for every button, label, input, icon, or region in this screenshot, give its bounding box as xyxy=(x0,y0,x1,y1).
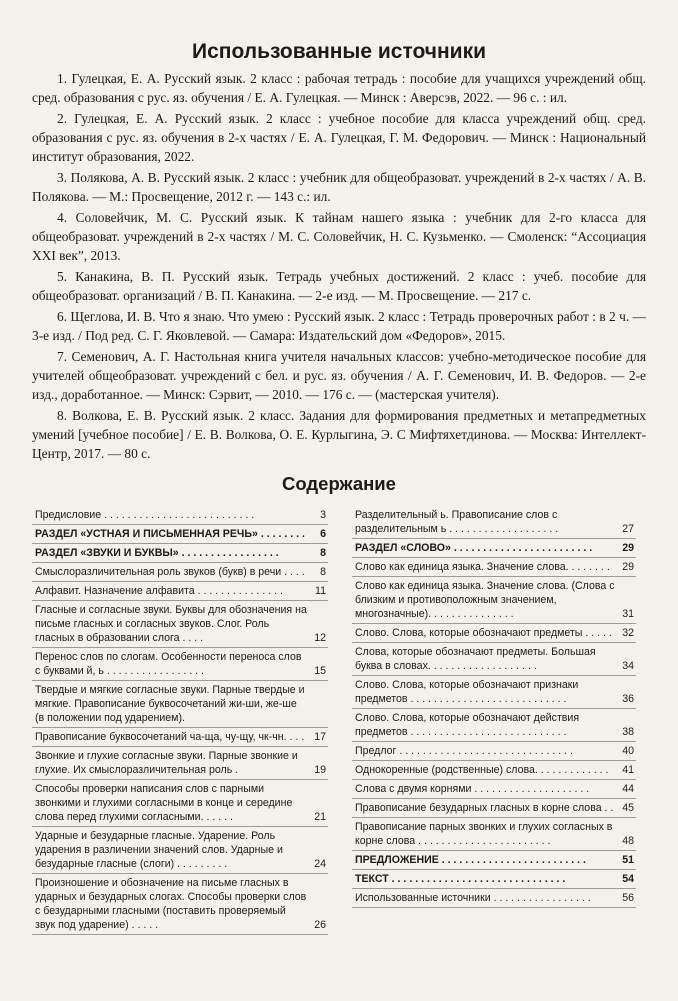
toc-entry-page: 48 xyxy=(622,835,634,847)
toc-entry-page: 44 xyxy=(622,783,634,795)
toc-entry-title: ПРЕДЛОЖЕНИЕ . . . . . . . . . . . . . . . . . . . . . . . . . xyxy=(355,854,586,866)
source-item: 3. Полякова, А. В. Русский язык. 2 класс : учебник для общеобразоват. учреждений в 2-х частях / А. В. Полякова. — М.: Просвещение, 2012 г. — 143 с.: ил. xyxy=(32,170,646,204)
toc-entry-page: 21 xyxy=(314,811,326,823)
toc-entry-page: 26 xyxy=(314,919,326,931)
source-item: 8. Волкова, Е. В. Русский язык. 2 класс. Задания для формирования предметных и метапредметных умений [учебное пособие] / Е. В. Волкова, О. Е. Курлыгина, Э. С Мифтяхетдинова. — Москва: Интеллект-Центр, 2017. — 80 с. xyxy=(32,408,646,461)
toc-entry-title: Способы проверки написания слов с парными звонкими и глухими согласными в конце и середине слова перед глухими согласными. . . . . . xyxy=(35,783,293,823)
toc-entry-page: 54 xyxy=(622,873,634,885)
toc-entry-title: Гласные и согласные звуки. Буквы для обозначения на письме гласных и согласных звуков. Слог. Роль гласных в образовании слога . . . . xyxy=(35,604,307,644)
toc-entry-page: 6 xyxy=(320,528,326,540)
toc-entry-page: 45 xyxy=(622,802,634,814)
toc-entry xyxy=(352,851,636,870)
toc-entry-title: Правописание буквосочетаний ча-ща, чу-щу, чк-чн. . . . xyxy=(35,731,305,743)
toc-entry-page: 40 xyxy=(622,745,634,757)
contents-title: Содержание xyxy=(282,473,396,494)
toc-entry-page: 31 xyxy=(622,608,634,620)
toc-entry-page: 15 xyxy=(314,665,326,677)
source-item: 6. Щеглова, И. В. Что я знаю. Что умею : Русский язык. 2 класс : Тетрадь проверочных работ : в 2 ч. — 3-е изд. / Под ред. С. Г. Яковлевой. — Самара: Издательский дом «Федоров», 2015. xyxy=(32,309,646,343)
toc-right-column xyxy=(352,506,636,908)
toc-entry-page: 36 xyxy=(622,693,634,705)
toc-entry-title: Перенос слов по слогам. Особенности переноса слов с буквами й, ь . . . . . . . . . . . . . . . . . xyxy=(35,651,302,677)
toc-entry-title: Алфавит. Назначение алфавита . . . . . . . . . . . . . . . xyxy=(35,585,283,597)
sources-list xyxy=(32,69,646,465)
toc-entry-title: Звонкие и глухие согласные звуки. Парные звонкие и глухие. Их смыслоразличительная роль . xyxy=(35,750,298,776)
toc-entry xyxy=(32,525,328,544)
toc-entry-title: РАЗДЕЛ «ЗВУКИ И БУКВЫ» . . . . . . . . . . . . . . . . . xyxy=(35,547,279,559)
toc-entry-title: Правописание безударных гласных в корне слова . . xyxy=(355,802,614,814)
toc-entry-page: 8 xyxy=(320,547,326,559)
toc-entry-title: Предлог . . . . . . . . . . . . . . . . . . . . . . . . . . . . . . xyxy=(355,745,573,757)
toc-entry-title: Слово. Слова, которые обозначают признаки предметов . . . . . . . . . . . . . . . . . . . . . . . . . . . xyxy=(355,679,579,705)
toc-entry-title: Произношение и обозначение на письме гласных в ударных и безударных слогах. Способы проверки слов с безударными гласными (поставить проверяемый звук под ударение) . . . . . xyxy=(35,877,307,931)
toc-entry-page: 19 xyxy=(314,764,326,776)
toc-left-column xyxy=(32,506,328,935)
toc-entry-page: 41 xyxy=(622,764,634,776)
toc-entry-title: Слова, которые обозначают предметы. Большая буква в словах. . . . . . . . . . . . . . . . . . . xyxy=(355,646,596,672)
sources-title: Использованные источники xyxy=(192,40,486,63)
toc-entry-title: Однокоренные (родственные) слова. . . . . . . . . . . . . xyxy=(355,764,609,776)
toc-entry-page: 32 xyxy=(622,627,634,639)
toc-entry-title: Предисловие . . . . . . . . . . . . . . . . . . . . . . . . . . xyxy=(35,509,255,521)
toc-entry xyxy=(352,799,636,818)
toc-entry xyxy=(32,780,328,827)
toc-entry-title: Слово как единица языка. Значение слова. (Слова с близким и противоположным значением, многозначные). . . . . . . . . . . . . . . xyxy=(355,580,615,620)
toc-entry-title: ТЕКСТ . . . . . . . . . . . . . . . . . . . . . . . . . . . . . . xyxy=(355,873,566,885)
toc-entry-page: 17 xyxy=(314,731,326,743)
toc-entry xyxy=(32,648,328,681)
toc-entry-page: 3 xyxy=(320,509,326,521)
toc-entry-page: 34 xyxy=(622,660,634,672)
toc-entry-title: Ударные и безударные гласные. Ударение. Роль ударения в различении значений слов. Ударные и безударные гласные (слоги) . . . . . . . . . xyxy=(35,830,283,870)
toc-entry-title: РАЗДЕЛ «СЛОВО» . . . . . . . . . . . . . . . . . . . . . . . . xyxy=(355,542,593,554)
toc-entry-title: Разделительный ь. Правописание слов с разделительным ь . . . . . . . . . . . . . . . . . . . xyxy=(355,509,559,535)
toc-entry xyxy=(352,643,636,676)
toc-entry xyxy=(352,761,636,780)
toc-entry xyxy=(32,601,328,648)
toc-entry-title: РАЗДЕЛ «УСТНАЯ И ПИСЬМЕННАЯ РЕЧЬ» . . . . . . . . xyxy=(35,528,305,540)
toc-entry-title: Использованные источники . . . . . . . . . . . . . . . . . xyxy=(355,892,591,904)
toc-entry xyxy=(352,676,636,709)
source-item: 4. Соловейчик, М. С. Русский язык. К тайнам нашего языка : учебник для 2-го класса для общеобразоват. учреждений в 2-х частях / М. С. Соловейчик, Н. С. Кузьменко. — Смоленск: “Ассоциация XXI век”, 2013. xyxy=(32,210,646,263)
toc-entry xyxy=(352,709,636,742)
toc-entry xyxy=(32,563,328,582)
toc-entry xyxy=(352,506,636,539)
toc-entry-title: Слово. Слова, которые обозначают действия предметов . . . . . . . . . . . . . . . . . . . . . . . . . . . xyxy=(355,712,580,738)
toc-entry xyxy=(32,874,328,935)
toc-entry-title: Твердые и мягкие согласные звуки. Парные твердые и мягкие. Правописание буквосочетаний жи-ши, же-ше (в положении под ударением). xyxy=(35,684,305,724)
toc-entry-page: 8 xyxy=(320,566,326,578)
toc-entry xyxy=(32,506,328,525)
toc-entry xyxy=(352,539,636,558)
toc-entry xyxy=(32,827,328,874)
toc-entry-page: 24 xyxy=(314,858,326,870)
toc-entry xyxy=(32,582,328,601)
toc-entry-title: Слово как единица языка. Значение слова. . . . . . . . xyxy=(355,561,610,573)
source-item: 1. Гулецкая, Е. А. Русский язык. 2 класс : рабочая тетрадь : пособие для учащихся учреждений общ. сред. образования с рус. яз. обучения / Е. А. Гулецкая. — Минск : Аверсэв, 2022. — 96 с. : ил. xyxy=(32,71,646,105)
toc-entry xyxy=(32,681,328,728)
toc-entry xyxy=(352,624,636,643)
toc-entry xyxy=(352,818,636,851)
toc-entry-page: 12 xyxy=(314,632,326,644)
toc-entry xyxy=(352,742,636,761)
source-item: 7. Семенович, А. Г. Настольная книга учителя начальных классов: учебно-методическое пособие для учителей общеобразоват. учреждений с бел. и рус. яз. обучения / А. Г. Семенович, И. В. Федоров. — 2-е изд., доработанное. — Минск: Сэрвит, — 2010. — 176 с. — (мастерская учителя). xyxy=(32,349,646,402)
toc-entry-title: Слова с двумя корнями . . . . . . . . . . . . . . . . . . . . xyxy=(355,783,590,795)
toc-entry xyxy=(352,889,636,908)
toc-entry xyxy=(352,870,636,889)
toc-entry-page: 29 xyxy=(622,542,634,554)
toc-entry xyxy=(32,544,328,563)
toc-entry-page: 51 xyxy=(622,854,634,866)
toc-entry-page: 29 xyxy=(622,561,634,573)
toc-entry-title: Смыслоразличительная роль звуков (букв) в речи . . . . xyxy=(35,566,305,578)
toc-entry-title: Правописание парных звонких и глухих согласных в корне слова . . . . . . . . . . . . . . . . . . . . . . . xyxy=(355,821,613,847)
toc-entry xyxy=(352,558,636,577)
source-item: 5. Канакина, В. П. Русский язык. Тетрадь учебных достижений. 2 класс : учеб. пособие для общеобразоват. организаций / В. П. Канакина. — 2-е изд. — М. Просвещение. — 217 с. xyxy=(32,269,646,303)
toc-entry xyxy=(32,728,328,747)
toc-entry xyxy=(352,577,636,624)
toc-entry-page: 56 xyxy=(622,892,634,904)
toc-entry-page: 27 xyxy=(622,523,634,535)
toc-entry-page: 38 xyxy=(622,726,634,738)
toc-entry-title: Слово. Слова, которые обозначают предметы . . . . . xyxy=(355,627,612,639)
toc-entry-page: 11 xyxy=(315,585,326,597)
source-item: 2. Гулецкая, Е. А. Русский язык. 2 класс : учебное пособие для класса учреждений общ. сред. образования с рус. яз. обучения в 2-х частях / Е. А. Гулецкая, Г. М. Федорович. — Минск : Национальный институт образования, 2022. xyxy=(32,111,646,164)
toc-entry xyxy=(352,780,636,799)
toc-entry xyxy=(32,747,328,780)
